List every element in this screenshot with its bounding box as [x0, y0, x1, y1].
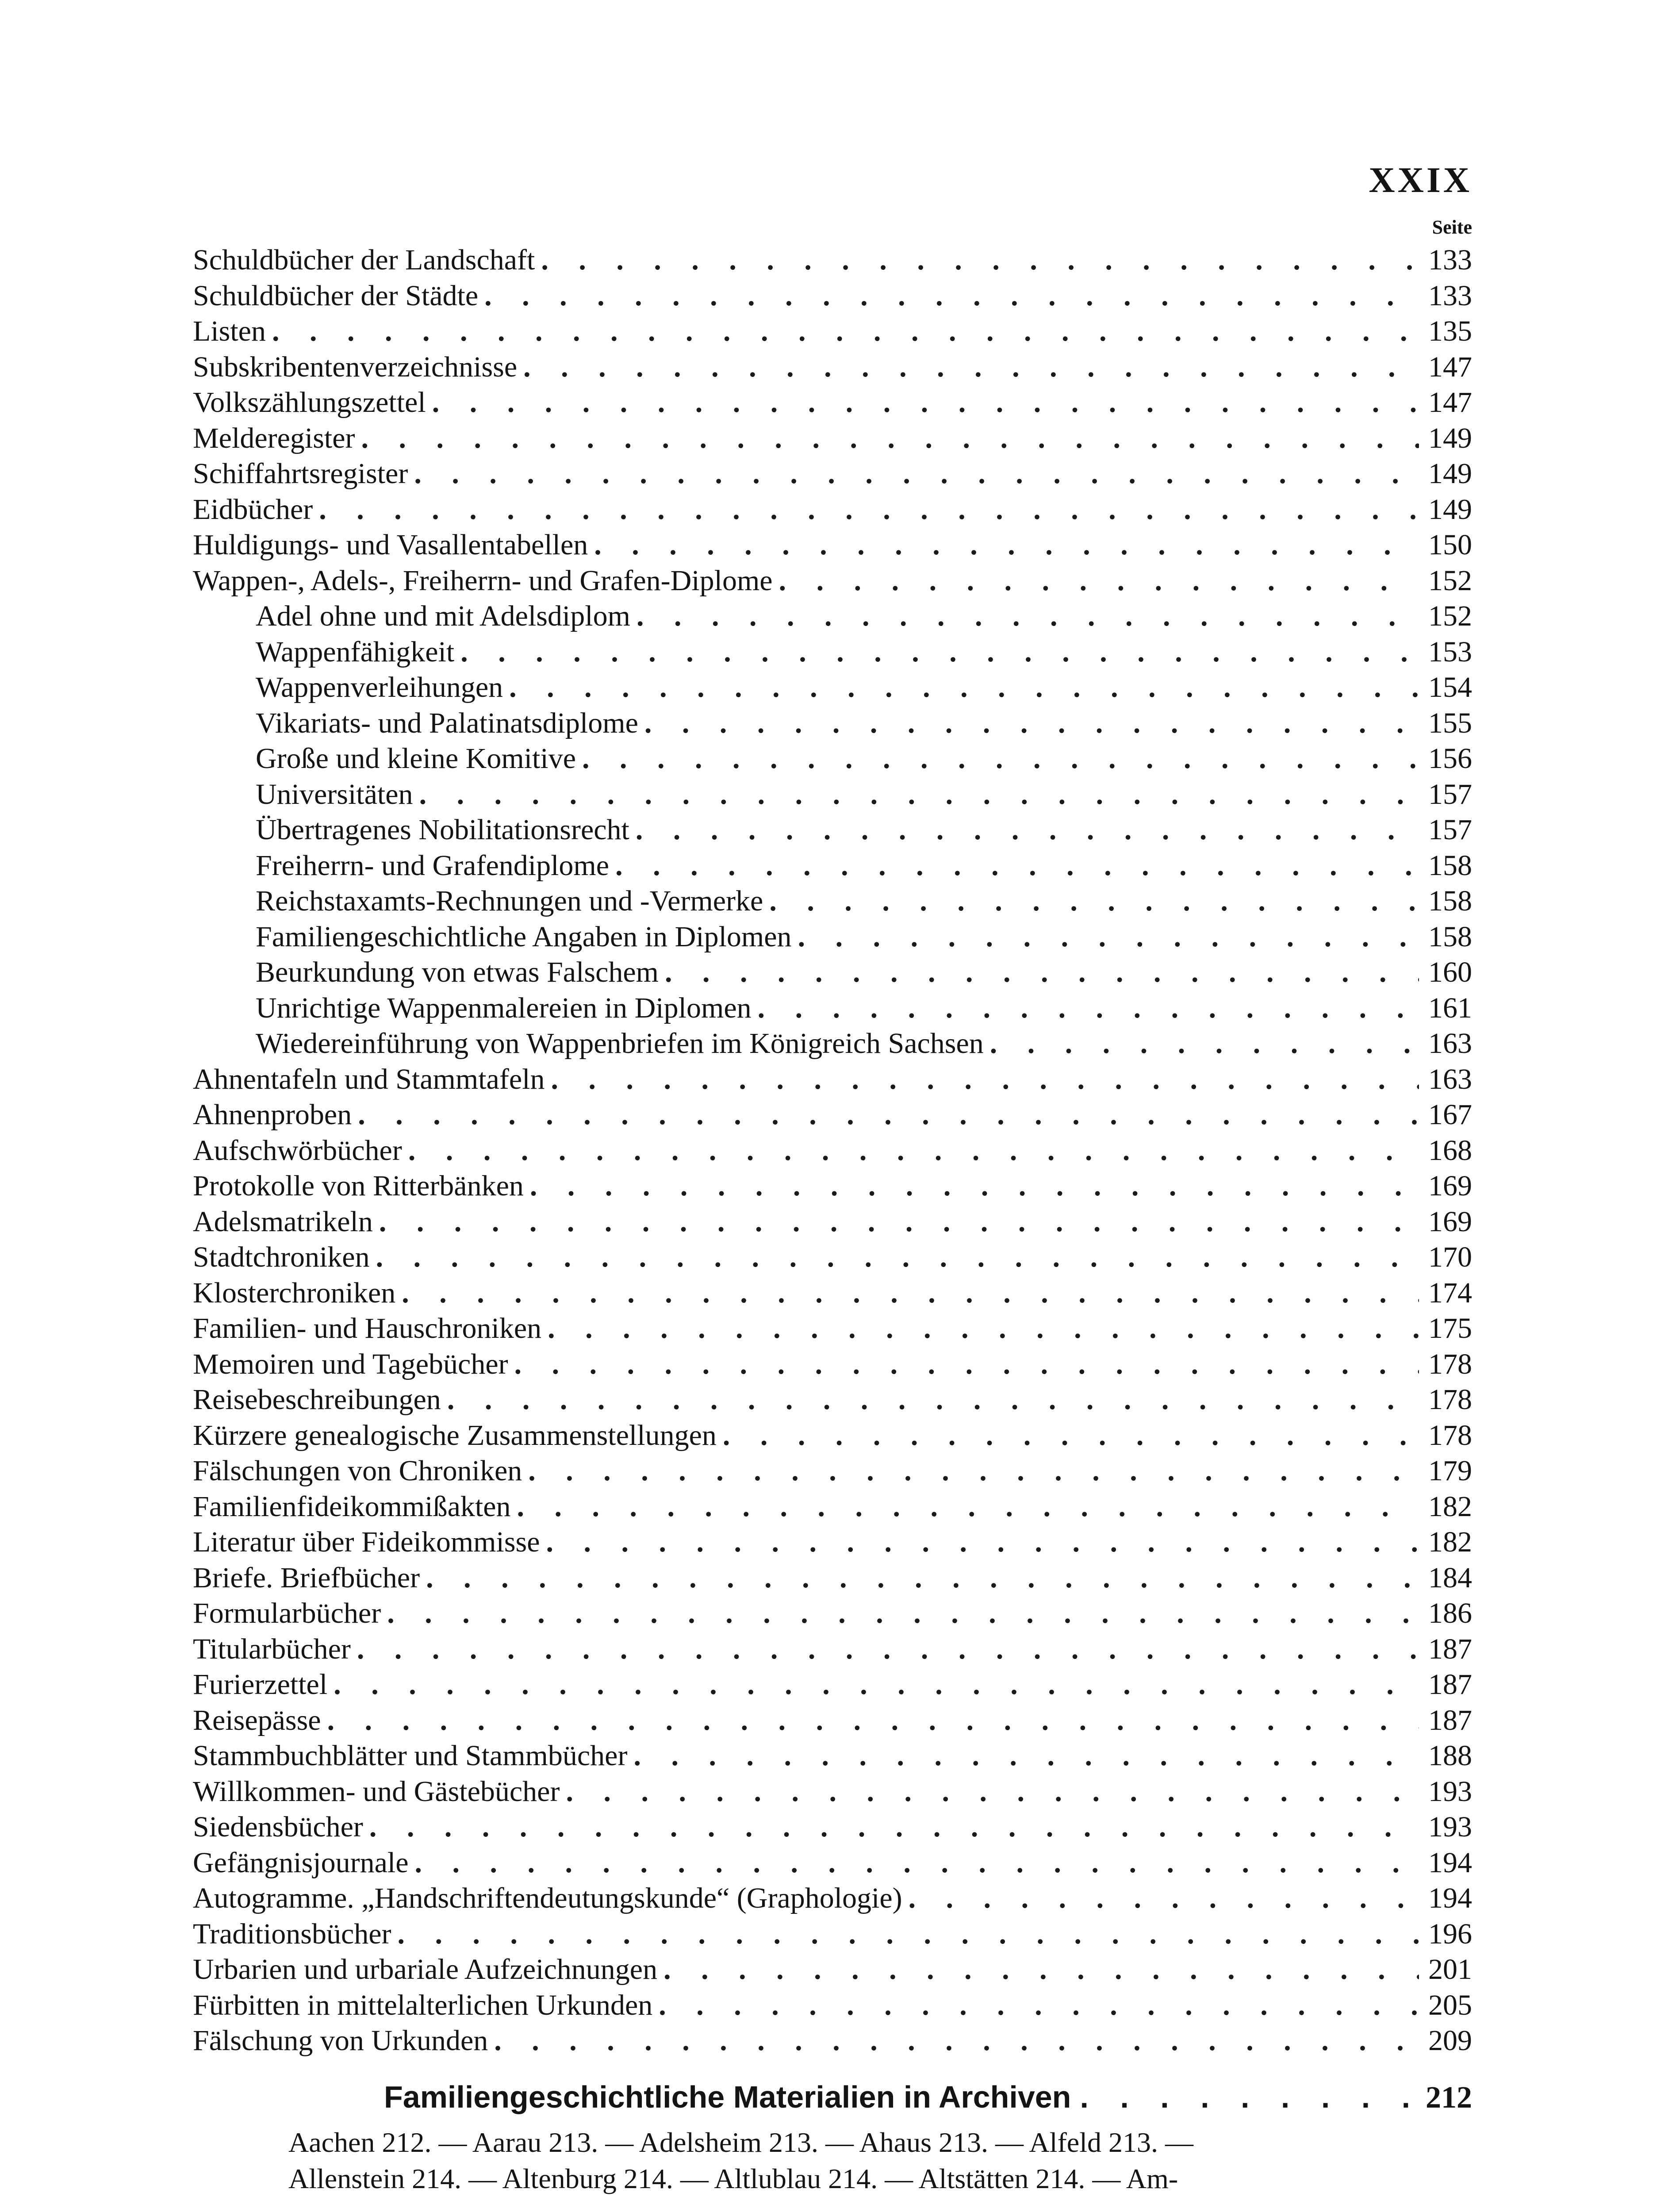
- toc-entry-page: 178: [1428, 1383, 1472, 1416]
- toc-entry: [193, 1809, 1472, 1845]
- toc-entry: [193, 741, 1472, 777]
- toc-entry-page: 194: [1428, 1846, 1472, 1879]
- toc-entry-page: 187: [1428, 1668, 1472, 1701]
- dot-leader: [460, 634, 1419, 670]
- dot-leader: [530, 1168, 1419, 1204]
- toc-entry-label: Melderegister: [193, 422, 355, 454]
- dot-leader: [548, 1311, 1419, 1346]
- toc-entry-label: Wiedereinführung von Wappenbriefen im Königreich Sachsen: [256, 1027, 984, 1060]
- dot-leader: [546, 1525, 1419, 1560]
- toc-entry: [193, 278, 1472, 314]
- toc-entry-page: 152: [1428, 600, 1472, 632]
- toc-entry-label: Vikariats- und Palatinatsdiplome: [256, 707, 638, 739]
- place-list-line: Aachen 212. — Aarau 213. — Adelsheim 213. — Ahaus 213. — Alfeld 213. —: [288, 2127, 1193, 2158]
- dot-leader: [415, 1845, 1419, 1881]
- toc-entry-label: Fälschung von Urkunden: [193, 2024, 488, 2057]
- toc-entry-page: 186: [1428, 1597, 1472, 1629]
- dot-leader: [615, 848, 1419, 883]
- toc-entry-page: 149: [1428, 422, 1472, 454]
- dot-leader: [636, 812, 1419, 848]
- toc-entry-page: 147: [1428, 350, 1472, 383]
- dot-leader: [551, 1062, 1419, 1097]
- dot-leader: [644, 706, 1419, 741]
- toc-entry: [193, 1133, 1472, 1169]
- toc-entry-label: Reisepässe: [193, 1704, 321, 1736]
- toc-entry-label: Reichstaxamts-Rechnungen und -Vermerke: [256, 885, 763, 917]
- toc-entry-label: Ahnenproben: [193, 1098, 352, 1131]
- toc-entry: [193, 1418, 1472, 1454]
- toc-entry-label: Subskribentenverzeichnisse: [193, 350, 518, 383]
- dot-leader: [637, 599, 1419, 634]
- toc-entry-label: Traditionsbücher: [193, 1917, 391, 1950]
- toc-entry: [193, 634, 1472, 670]
- toc-entry: [193, 1311, 1472, 1347]
- toc-entry: [193, 1525, 1472, 1560]
- toc-entry: [193, 955, 1472, 991]
- toc-entry-label: Wappenverleihungen: [256, 671, 503, 703]
- dot-leader: [509, 670, 1419, 705]
- toc-entry-page: 154: [1428, 671, 1472, 703]
- toc-entry-page: 187: [1428, 1704, 1472, 1736]
- toc-entry-page: 178: [1428, 1419, 1472, 1452]
- toc-entry-label: Beurkundung von etwas Falschem: [256, 956, 659, 988]
- toc-entry: [193, 599, 1472, 634]
- toc-entry-page: 193: [1428, 1811, 1472, 1843]
- toc-entry-label: Listen: [193, 315, 266, 347]
- toc-entry-label: Ahnentafeln und Stammtafeln: [193, 1063, 545, 1095]
- toc-entry-page: 175: [1428, 1312, 1472, 1344]
- page-number: XXIX: [1369, 160, 1472, 200]
- toc-entry-label: Urbarien und urbariale Aufzeichnungen: [193, 1953, 658, 1985]
- toc-entry-page: 149: [1428, 457, 1472, 490]
- dot-leader: [798, 919, 1419, 955]
- toc-entry-page: 157: [1428, 814, 1472, 846]
- toc-entry-page: 150: [1428, 529, 1472, 561]
- toc-entry-page: 135: [1428, 315, 1472, 347]
- dot-leader: [633, 1738, 1419, 1774]
- toc-entry: [193, 2023, 1472, 2059]
- place-list-line: Allenstein 214. — Altenburg 214. — Altlublau 214. — Altstätten 214. — Am-: [288, 2163, 1178, 2194]
- toc-entry-label: Schuldbücher der Landschaft: [193, 244, 535, 276]
- toc-entry-label: Wappenfähigkeit: [256, 635, 455, 668]
- toc-entry-label: Unrichtige Wappenmalereien in Diplomen: [256, 991, 752, 1024]
- dot-leader: [517, 1489, 1419, 1525]
- dot-leader: [659, 1988, 1419, 2023]
- toc-entry-label: Familiengeschichtliche Angaben in Diplomen: [256, 920, 792, 953]
- toc-entry-label: Freiherrn- und Grafendiplome: [256, 849, 610, 882]
- toc-entry: [193, 1204, 1472, 1240]
- toc-entry-page: 167: [1428, 1098, 1472, 1131]
- dot-leader: [514, 1347, 1419, 1382]
- toc-entry-page: 158: [1428, 885, 1472, 917]
- toc-entry-label: Kürzere genealogische Zusammenstellungen: [193, 1419, 717, 1452]
- toc-entry-label: Aufschwörbücher: [193, 1134, 402, 1167]
- dot-leader: [566, 1774, 1419, 1809]
- toc-entry: [193, 492, 1472, 528]
- toc-entry-page: 182: [1428, 1490, 1472, 1523]
- toc-entry-label: Eidbücher: [193, 493, 313, 526]
- toc-entry: [193, 706, 1472, 741]
- dot-leader: [909, 1881, 1419, 1916]
- toc-entry-label: Huldigungs- und Vasallentabellen: [193, 529, 588, 561]
- toc-entry: [193, 1097, 1472, 1133]
- toc-entry-page: 133: [1428, 279, 1472, 312]
- toc-entry: [193, 527, 1472, 563]
- toc-entry-page: 201: [1428, 1953, 1472, 1985]
- toc-entry-page: 170: [1428, 1241, 1472, 1273]
- toc-entry-label: Stadtchroniken: [193, 1241, 370, 1273]
- toc-entry-label: Fälschungen von Chroniken: [193, 1455, 522, 1487]
- toc-entry: [193, 242, 1472, 278]
- toc-entry: [193, 1026, 1472, 1062]
- toc-entry: [193, 1667, 1472, 1703]
- dot-leader: [769, 883, 1419, 919]
- toc-entry-page: 157: [1428, 778, 1472, 810]
- toc-entry-label: Volkszählungszettel: [193, 386, 426, 419]
- dot-leader: [414, 456, 1419, 492]
- toc-entry: [193, 1952, 1472, 1988]
- toc-entry-page: 161: [1428, 991, 1472, 1024]
- toc-entry-page: 155: [1428, 707, 1472, 739]
- toc-entry-label: Adelsmatrikeln: [193, 1205, 373, 1238]
- dot-leader: [528, 1453, 1419, 1489]
- toc-entry-page: 163: [1428, 1063, 1472, 1095]
- dot-leader: [402, 1275, 1419, 1311]
- dot-leader: [376, 1240, 1419, 1275]
- toc-entry-label: Protokolle von Ritterbänken: [193, 1170, 524, 1202]
- toc-entry-label: Adel ohne und mit Adelsdiplom: [256, 600, 630, 632]
- dot-leader: [432, 385, 1419, 420]
- toc-entry-page: 156: [1428, 742, 1472, 775]
- dot-leader: [319, 492, 1419, 527]
- toc-entry-page: 160: [1428, 956, 1472, 988]
- toc-entry-label: Literatur über Fideikommisse: [193, 1526, 540, 1558]
- toc-entry: [193, 1489, 1472, 1525]
- toc-entry-label: Familien- und Hauschroniken: [193, 1312, 542, 1344]
- toc-entry: [193, 1774, 1472, 1810]
- toc-entry: [193, 1596, 1472, 1632]
- dot-leader: [272, 314, 1419, 349]
- dot-leader: [541, 242, 1419, 278]
- toc-entry: [193, 1988, 1472, 2024]
- toc-entry-page: 196: [1428, 1917, 1472, 1950]
- dot-leader: [723, 1418, 1419, 1453]
- dot-leader: [447, 1382, 1419, 1417]
- toc-entry-page: 179: [1428, 1455, 1472, 1487]
- toc-entry-page: 133: [1428, 244, 1472, 276]
- toc-entry-label: Wappen-, Adels-, Freiherrn- und Grafen-Diplome: [193, 564, 773, 597]
- toc-entry-page: 158: [1428, 920, 1472, 953]
- dot-leader: [369, 1809, 1419, 1845]
- toc-entry-page: 158: [1428, 849, 1472, 882]
- toc-entry: [193, 385, 1472, 421]
- toc-entry-label: Autogramme. „Handschriftendeutungskunde“ (Graphologie): [193, 1882, 902, 1914]
- toc-entry-label: Familienfideikommißakten: [193, 1490, 511, 1523]
- dot-leader: [990, 1026, 1419, 1061]
- toc-entry: [193, 1881, 1472, 1916]
- toc-entry: [193, 812, 1472, 848]
- toc-entry: [193, 349, 1472, 385]
- toc-entry: [193, 883, 1472, 919]
- toc-entry: [193, 1845, 1472, 1881]
- toc-entry-page: 169: [1428, 1170, 1472, 1202]
- toc-entry-label: Fürbitten in mittelalterlichen Urkunden: [193, 1989, 653, 2021]
- dot-leader: [327, 1703, 1419, 1738]
- toc-entry-label: Universitäten: [256, 778, 413, 810]
- toc-entry: [193, 991, 1472, 1026]
- dot-leader: [408, 1133, 1419, 1168]
- toc-entry-label: Reisebeschreibungen: [193, 1383, 441, 1416]
- dot-leader: [419, 777, 1419, 812]
- toc-entry: [193, 1347, 1472, 1382]
- dot-leader: [1080, 2079, 1419, 2115]
- dot-leader: [494, 2023, 1419, 2058]
- toc-entry-label: Titularbücher: [193, 1632, 351, 1665]
- toc-entry-label: Schuldbücher der Städte: [193, 279, 479, 312]
- toc-entry: [193, 1703, 1472, 1739]
- toc-entry: [193, 1062, 1472, 1098]
- dot-leader: [379, 1204, 1419, 1240]
- toc-entry: [193, 670, 1472, 706]
- section-title: Familiengeschichtliche Materialien in Archiven: [384, 2080, 1071, 2114]
- toc-entry: [193, 848, 1472, 884]
- toc-entry-page: 174: [1428, 1276, 1472, 1309]
- toc-entry-page: 169: [1428, 1205, 1472, 1238]
- toc-entry-label: Übertragenes Nobilitationsrecht: [256, 814, 629, 846]
- toc-entry: [193, 563, 1472, 599]
- dot-leader: [387, 1596, 1419, 1631]
- toc-entry: [193, 1275, 1472, 1311]
- toc-entry-label: Briefe. Briefbücher: [193, 1561, 420, 1594]
- toc-entry: [193, 1560, 1472, 1596]
- toc-entry-label: Willkommen- und Gästebücher: [193, 1775, 560, 1808]
- toc-entry-page: 209: [1428, 2024, 1472, 2057]
- toc-entry-label: Memoiren und Tagebücher: [193, 1348, 508, 1380]
- toc-entry: [193, 314, 1472, 349]
- toc-entry-label: Schiffahrtsregister: [193, 457, 408, 490]
- dot-leader: [357, 1632, 1419, 1667]
- section-heading: [384, 2079, 1472, 2116]
- toc-entry-page: 194: [1428, 1882, 1472, 1914]
- toc-entry-page: 163: [1428, 1027, 1472, 1060]
- toc-entry-label: Große und kleine Komitive: [256, 742, 576, 775]
- dot-leader: [426, 1560, 1419, 1596]
- dot-leader: [594, 527, 1419, 563]
- toc-entry-page: 149: [1428, 493, 1472, 526]
- page-column-label: Seite: [1432, 216, 1472, 238]
- section-page: 212: [1426, 2081, 1472, 2115]
- toc-entry-page: 205: [1428, 1989, 1472, 2021]
- dot-leader: [523, 349, 1419, 385]
- toc-entry: [193, 777, 1472, 813]
- toc-entry-page: 188: [1428, 1740, 1472, 1772]
- dot-leader: [663, 1952, 1419, 1987]
- toc-entry: [193, 1738, 1472, 1774]
- toc-entry-label: Furierzettel: [193, 1668, 328, 1701]
- toc-entry-page: 193: [1428, 1775, 1472, 1808]
- dot-leader: [665, 955, 1419, 990]
- toc-entry: [193, 1240, 1472, 1275]
- dot-leader: [358, 1097, 1419, 1133]
- dot-leader: [334, 1667, 1419, 1702]
- dot-leader: [484, 278, 1419, 314]
- dot-leader: [582, 741, 1419, 776]
- toc-entry: [193, 1453, 1472, 1489]
- toc-entry-page: 168: [1428, 1134, 1472, 1167]
- toc-entry: [193, 421, 1472, 457]
- toc-entry-page: 187: [1428, 1632, 1472, 1665]
- dot-leader: [361, 421, 1419, 456]
- dot-leader: [779, 563, 1419, 599]
- toc-entry-page: 184: [1428, 1561, 1472, 1594]
- toc-entry-page: 147: [1428, 386, 1472, 419]
- toc-entry: [193, 456, 1472, 492]
- toc-entry-label: Gefängnisjournale: [193, 1846, 409, 1879]
- toc-entry-label: Stammbuchblätter und Stammbücher: [193, 1740, 628, 1772]
- toc-entry-page: 152: [1428, 564, 1472, 597]
- toc-entry: [193, 1382, 1472, 1418]
- toc-entry-page: 182: [1428, 1526, 1472, 1558]
- dot-leader: [758, 991, 1419, 1026]
- toc-entry-page: 153: [1428, 635, 1472, 668]
- toc-entry-page: 178: [1428, 1348, 1472, 1380]
- toc-entry-label: Siedensbücher: [193, 1811, 363, 1843]
- toc-entry-label: Formularbücher: [193, 1597, 381, 1629]
- toc-entry: [193, 1168, 1472, 1204]
- dot-leader: [398, 1916, 1419, 1952]
- toc-entry: [193, 1632, 1472, 1667]
- toc-entry: [193, 1916, 1472, 1952]
- toc-entry-label: Klosterchroniken: [193, 1276, 396, 1309]
- table-of-contents: [193, 242, 1472, 2059]
- toc-entry: [193, 919, 1472, 955]
